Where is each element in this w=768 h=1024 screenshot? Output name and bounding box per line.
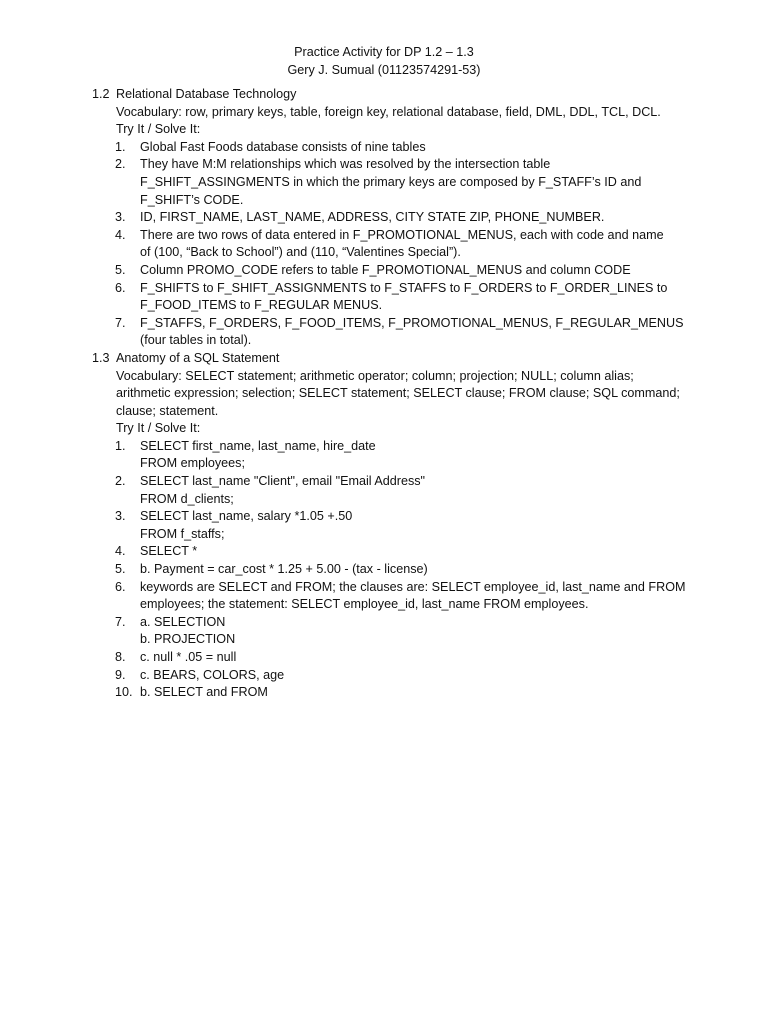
answer-text: SELECT * — [140, 544, 198, 559]
vocabulary-line: Vocabulary: row, primary keys, table, foreign key, relational database, field, DML, DDL, TCL, DCL. — [116, 104, 661, 119]
answer-item — [92, 473, 692, 491]
answer-item — [92, 684, 692, 702]
answer-continuation — [92, 491, 692, 509]
answer-item — [92, 508, 692, 526]
answer-item — [92, 315, 692, 333]
answer-text: b. SELECT and FROM — [140, 685, 268, 700]
answer-text: (four tables in total). — [140, 333, 252, 348]
answer-text: FROM employees; — [140, 456, 245, 471]
answer-text: b. Payment = car_cost * 1.25 + 5.00 - (tax - license) — [140, 562, 428, 577]
answer-item — [92, 614, 692, 632]
item-number: 5. — [115, 262, 126, 277]
answer-continuation — [92, 192, 692, 210]
item-number: 9. — [115, 667, 126, 682]
item-number: 6. — [115, 280, 126, 295]
answer-continuation — [92, 455, 692, 473]
vocabulary-line: Vocabulary: SELECT statement; arithmetic operator; column; projection; NULL; column alias; — [116, 368, 634, 383]
item-number: 7. — [115, 315, 126, 330]
item-number: 1. — [115, 139, 126, 154]
answer-text: employees; the statement: SELECT employee_id, last_name FROM employees. — [140, 597, 589, 612]
answer-text: SELECT last_name, salary *1.05 +.50 — [140, 509, 353, 524]
item-number: 3. — [115, 509, 126, 524]
answer-item — [92, 543, 692, 561]
answer-text: SELECT last_name "Client", email "Email Address" — [140, 474, 426, 489]
answer-item — [92, 649, 692, 667]
answer-item — [92, 227, 692, 245]
answer-text: c. null * .05 = null — [140, 650, 237, 664]
answer-continuation — [92, 596, 692, 614]
answer-text: They have M:M relationships which was resolved by the intersection table — [140, 157, 551, 172]
answer-text: SELECT first_name, last_name, hire_date — [140, 438, 376, 453]
answer-item — [92, 280, 692, 298]
answer-text: a. SELECTION — [140, 614, 226, 629]
answer-text: Global Fast Foods database consists of nine tables — [140, 139, 426, 154]
document-header — [0, 44, 768, 79]
answer-text: b. PROJECTION — [140, 632, 236, 647]
document-title: Practice Activity for DP 1.2 – 1.3 — [294, 45, 474, 59]
answer-item — [92, 438, 692, 456]
answer-item — [92, 262, 692, 280]
item-number: 2. — [115, 474, 126, 489]
section-number: 1.3 — [92, 350, 110, 365]
answer-text: of (100, “Back to School”) and (110, “Valentines Special”). — [140, 245, 461, 260]
section-title: Anatomy of a SQL Statement — [116, 350, 280, 365]
answer-continuation — [92, 332, 692, 350]
item-number: 10. — [115, 685, 133, 700]
section-heading — [92, 350, 692, 368]
item-number: 8. — [115, 650, 126, 664]
vocabulary-line: arithmetic expression; selection; SELECT statement; SELECT clause; FROM clause; SQL command; — [116, 386, 680, 401]
answer-text: F_SHIFT_ASSINGMENTS in which the primary keys are composed by F_STAFF’s ID and — [140, 174, 642, 189]
try-it-label: Try It / Solve It: — [116, 421, 201, 436]
item-number: 6. — [115, 579, 126, 594]
answer-continuation — [92, 244, 692, 262]
answer-text: F_FOOD_ITEMS to F_REGULAR MENUS. — [140, 298, 383, 313]
section-heading — [92, 86, 692, 104]
answer-item — [92, 209, 692, 227]
item-number: 5. — [115, 562, 126, 577]
item-number: 7. — [115, 614, 126, 629]
answer-text: F_SHIFT’s CODE. — [140, 192, 244, 207]
item-number: 3. — [115, 210, 126, 225]
answer-item — [92, 579, 692, 597]
try-it-label: Try It / Solve It: — [116, 122, 201, 137]
item-number: 4. — [115, 227, 126, 242]
answer-text: keywords are SELECT and FROM; the clauses are: SELECT employee_id, last_name and FROM — [140, 579, 686, 594]
answer-text: There are two rows of data entered in F_PROMOTIONAL_MENUS, each with code and name — [140, 227, 664, 242]
document-author: Gery J. Sumual (01123574291-53) — [287, 62, 481, 77]
answer-continuation — [92, 631, 692, 649]
answer-text: ID, FIRST_NAME, LAST_NAME, ADDRESS, CITY STATE ZIP, PHONE_NUMBER. — [140, 210, 605, 225]
document-body — [92, 86, 692, 702]
answer-item — [92, 667, 692, 685]
answer-continuation — [92, 526, 692, 544]
vocabulary-line: clause; statement. — [116, 403, 219, 418]
item-number: 4. — [115, 544, 126, 559]
item-number: 1. — [115, 438, 126, 453]
answer-text: FROM f_staffs; — [140, 526, 225, 541]
answer-item — [92, 561, 692, 579]
item-number: 2. — [115, 157, 126, 172]
section-title: Relational Database Technology — [116, 87, 297, 101]
answer-text: FROM d_clients; — [140, 491, 234, 506]
answer-text: F_STAFFS, F_ORDERS, F_FOOD_ITEMS, F_PROMOTIONAL_MENUS, F_REGULAR_MENUS — [140, 315, 684, 330]
answer-continuation — [92, 174, 692, 192]
answer-continuation — [92, 297, 692, 315]
answer-text: c. BEARS, COLORS, age — [140, 667, 285, 682]
answer-text: Column PROMO_CODE refers to table F_PROMOTIONAL_MENUS and column CODE — [140, 262, 631, 277]
answer-text: F_SHIFTS to F_SHIFT_ASSIGNMENTS to F_STAFFS to F_ORDERS to F_ORDER_LINES to — [140, 280, 668, 295]
answer-item — [92, 139, 692, 157]
answer-item — [92, 156, 692, 174]
section-number: 1.2 — [92, 87, 110, 101]
